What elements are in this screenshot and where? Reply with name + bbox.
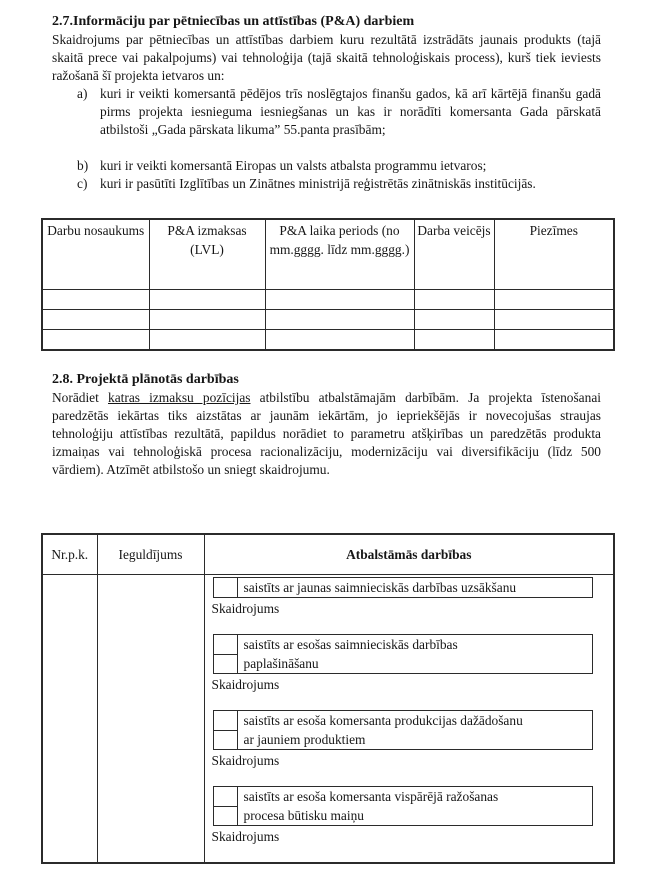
list-item-text: kuri ir pasūtīti Izglītības un Zinātnes ministrijā reģistrētās zinātniskās institūcijās. bbox=[100, 176, 536, 191]
column-header-ieguldijums: Ieguldījums bbox=[97, 534, 204, 575]
list-item-a bbox=[52, 85, 601, 157]
empty-data-cell[interactable] bbox=[494, 330, 614, 351]
table-header-row bbox=[42, 534, 614, 575]
empty-data-cell[interactable] bbox=[42, 290, 149, 310]
list-item-b bbox=[52, 157, 601, 175]
empty-data-cell[interactable] bbox=[414, 310, 494, 330]
activity-option-box bbox=[213, 786, 593, 826]
skaidrojums-label: Skaidrojums bbox=[211, 601, 280, 616]
checkbox[interactable] bbox=[214, 635, 238, 673]
empty-data-cell[interactable] bbox=[149, 310, 265, 330]
section-2-7-list bbox=[52, 85, 601, 211]
table-row bbox=[42, 310, 614, 330]
column-header-pa-laika-periods: P&A laika periods (no mm.gggg. līdz mm.gggg.) bbox=[265, 219, 414, 290]
column-header-nrpk: Nr.p.k. bbox=[42, 534, 97, 575]
empty-data-cell[interactable] bbox=[265, 290, 414, 310]
checkbox[interactable] bbox=[214, 787, 238, 825]
list-item-text: kuri ir veikti komersantā Eiropas un valsts atbalsta programmu ietvaros; bbox=[100, 158, 487, 173]
empty-data-cell[interactable] bbox=[265, 310, 414, 330]
intro-underlined-phrase: katras izmaksu pozīcijas bbox=[108, 390, 251, 405]
section-2-8-intro bbox=[52, 389, 601, 497]
activity-option-box bbox=[213, 710, 593, 750]
list-item-c bbox=[52, 175, 601, 211]
section-2-7-intro: Skaidrojums par pētniecības un attīstības darbiem kuru rezultātā izstrādāts jaunais produkts (tajā skaitā prece vai pakalpojums) vai tehnoloģija (tajā skaitā tehnoloģiskais process), kurš tiek ieviests ražošanā šī projekta ietvaros un: bbox=[52, 32, 601, 83]
column-header-atbalstamas-darbibas: Atbalstāmās darbības bbox=[204, 534, 614, 575]
section-2-7-heading: 2.7.Informāciju par pētniecības un attīstības (P&A) darbiem bbox=[52, 14, 415, 29]
activity-option-label: saistīts ar esošas saimnieciskās darbības paplašināšanu bbox=[243, 637, 458, 671]
empty-data-cell[interactable] bbox=[414, 330, 494, 351]
activity-option-box bbox=[213, 634, 593, 674]
empty-data-cell[interactable] bbox=[494, 310, 614, 330]
list-marker: a) bbox=[77, 86, 88, 101]
table-header-row bbox=[42, 219, 614, 290]
skaidrojums-label: Skaidrojums bbox=[211, 677, 280, 692]
activity-option-label: saistīts ar esoša komersanta vispārējā ražošanas procesa būtisku maiņu bbox=[243, 789, 499, 823]
section-2-8-heading: 2.8. Projektā plānotās darbības bbox=[52, 372, 239, 387]
empty-data-cell[interactable] bbox=[494, 290, 614, 310]
column-header-darbu-nosaukums: Darbu nosaukums bbox=[42, 219, 149, 290]
intro-text-after: atbilstību atbalstāmajām darbībām. Ja projekta īstenošanai paredzētās iekārtas tiks aizstātas ar jaunām iekārtām, jo iepriekšējās ir novecojušas straujas tehnoloģiju attīstības rezultātā, papildus norādiet to parametru atšķirības un paredzētās produkta izmaiņas vai tehnoloģiskā procesa racionalizāciju, modernizāciju vai diversifikāciju (līdz 500 vārdiem). Atzīmēt atbilstošo un sniegt skaidrojumu. bbox=[52, 390, 601, 477]
empty-data-cell[interactable] bbox=[265, 330, 414, 351]
empty-data-cell[interactable] bbox=[42, 330, 149, 351]
checkbox[interactable] bbox=[214, 578, 238, 597]
activity-option-label: saistīts ar jaunas saimnieciskās darbības uzsākšanu bbox=[243, 580, 517, 595]
planned-activities-table bbox=[41, 533, 615, 864]
nr-cell-empty[interactable] bbox=[42, 575, 97, 864]
activities-cell bbox=[204, 575, 614, 864]
skaidrojums-label: Skaidrojums bbox=[211, 829, 280, 844]
activity-option-box bbox=[213, 577, 593, 598]
empty-data-cell[interactable] bbox=[149, 330, 265, 351]
column-header-piezimes: Piezīmes bbox=[494, 219, 614, 290]
list-marker: c) bbox=[77, 176, 88, 191]
list-marker: b) bbox=[77, 158, 89, 173]
table-row bbox=[42, 330, 614, 351]
pa-works-table-body bbox=[42, 219, 614, 350]
empty-data-cell[interactable] bbox=[414, 290, 494, 310]
skaidrojums-label: Skaidrojums bbox=[211, 753, 280, 768]
list-item-text: kuri ir veikti komersantā pēdējos trīs noslēgtajos finanšu gados, kā arī kārtējā finanšu gadā pirms projekta iesnieguma iesniegšanas un kas ir norādīti komersanta Gada pārskatā atbilstoši „Gada pārskata likuma” 55.panta prasībām; bbox=[100, 86, 601, 137]
checkbox[interactable] bbox=[214, 711, 238, 749]
pa-works-table bbox=[41, 218, 615, 351]
intro-text-before: Norādiet bbox=[52, 390, 108, 405]
column-header-darba-veicejs: Darba veicējs bbox=[414, 219, 494, 290]
empty-data-cell[interactable] bbox=[42, 310, 149, 330]
ieguldijums-cell-empty[interactable] bbox=[97, 575, 204, 864]
activity-option-label: saistīts ar esoša komersanta produkcijas dažādošanu ar jauniem produktiem bbox=[243, 713, 523, 747]
table-body-row bbox=[42, 575, 614, 864]
table-row bbox=[42, 290, 614, 310]
empty-data-cell[interactable] bbox=[149, 290, 265, 310]
column-header-pa-izmaksas: P&A izmaksas (LVL) bbox=[149, 219, 265, 290]
